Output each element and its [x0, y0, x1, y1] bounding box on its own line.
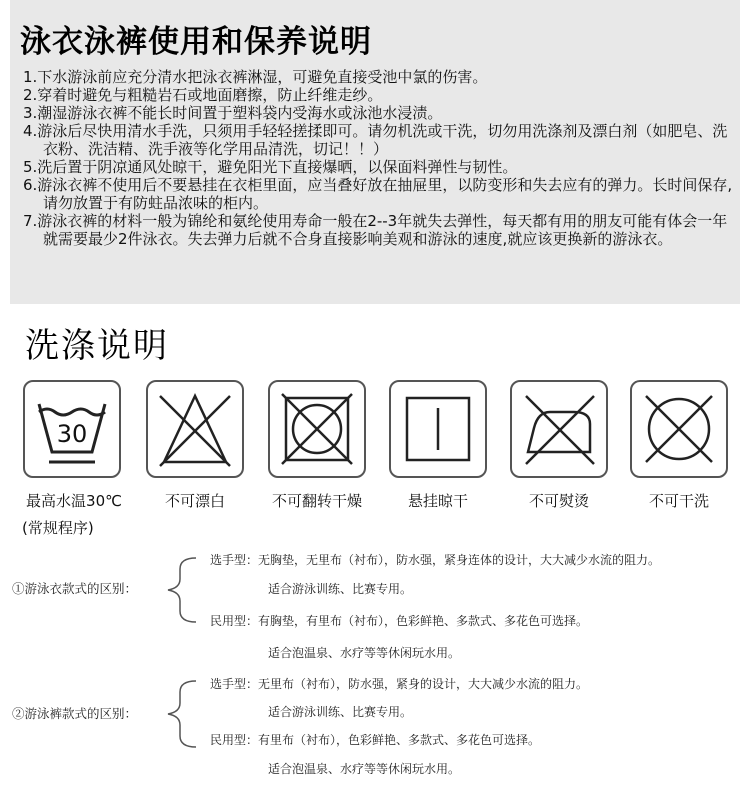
care-note: 4.游泳后尽快用清水手洗，只须用手轻轻搓揉即可。请勿机洗或干洗，切勿用洗涤剂及漂白剂（如肥皂、洗衣粉、洗洁精、洗手液等化学用品清洗，切记！！） [23, 122, 728, 158]
style-row [210, 612, 588, 629]
brace-icon [150, 678, 200, 750]
style-row [210, 675, 588, 692]
no-dry-clean-icon [630, 380, 728, 478]
style-row [268, 580, 412, 597]
style-type: 选手型： [210, 553, 259, 567]
no-bleach-icon [146, 380, 244, 478]
care-note: 7.游泳衣裤的材料一般为锦纶和氨纶使用寿命一般在2--3年就失去弹性，每天都有用的朋友可能有体会一年就需要最少2件泳衣。失去弹力后就不合身直接影响美观和游泳的速度,就应该更换新的游泳衣。 [23, 212, 728, 248]
style-row [268, 644, 460, 661]
style-type: 民用型： [210, 733, 259, 747]
no-tumble-dry-icon [268, 380, 366, 478]
style-type: 民用型： [210, 614, 259, 628]
style-desc: 适合游泳训练、比赛专用。 [268, 705, 413, 719]
style-row [268, 703, 412, 720]
wash-30-label: 最高水温30℃ [26, 492, 122, 510]
wash-30-icon [23, 380, 121, 478]
brace-icon [150, 555, 200, 625]
no-tumble-dry-label: 不可翻转干燥 [271, 492, 362, 510]
hang-dry-label: 悬挂晾干 [407, 492, 468, 510]
no-iron-label: 不可熨烫 [528, 492, 589, 510]
style-row [210, 551, 660, 568]
hang-dry-icon [389, 380, 487, 478]
care-note: 3.潮湿游泳衣裤不能长时间置于塑料袋内受海水或泳池水浸渍。 [23, 104, 443, 122]
style-desc: 适合泡温泉、水疗等等休闲玩水用。 [268, 762, 461, 776]
style-row [210, 731, 540, 748]
care-instructions-panel [10, 0, 740, 304]
care-note: 6.游泳衣裤不使用后不要悬挂在衣柜里面，应当叠好放在抽屉里，以防变形和失去应有的弹力。长时间保存,请勿放置于有防蛀品浓味的柜内。 [23, 176, 733, 212]
style-desc: 有胸垫，有里布（衬布），色彩鲜艳、多款式、多花色可选择。 [258, 614, 589, 628]
style-desc: 无胸垫，无里布（衬布），防水强，紧身连体的设计，大大减少水流的阻力。 [258, 553, 661, 567]
care-note: 5.洗后置于阴凉通风处晾干，避免阳光下直接爆晒，以保面料弹性与韧性。 [23, 158, 518, 176]
wash-program-note: (常规程序) [22, 519, 94, 537]
no-dry-clean-label: 不可干洗 [648, 492, 709, 510]
style-desc: 适合泡温泉、水疗等等休闲玩水用。 [268, 646, 461, 660]
no-bleach-label: 不可漂白 [164, 492, 225, 510]
style-desc: 有里布（衬布），色彩鲜艳、多款式、多花色可选择。 [258, 733, 541, 747]
swim-trunks-style-label: ②游泳裤款式的区别： [12, 706, 138, 721]
style-type: 选手型： [210, 677, 259, 691]
style-desc: 适合游泳训练、比赛专用。 [268, 582, 413, 596]
care-notes [23, 68, 735, 248]
style-desc: 无里布（衬布），防水强，紧身的设计，大大减少水流的阻力。 [258, 677, 589, 691]
care-title: 泳衣泳裤使用和保养说明 [20, 24, 372, 60]
care-note: 2.穿着时避免与粗糙岩石或地面磨擦，防止纤维走纱。 [23, 86, 383, 104]
swimsuit-style-label: ①游泳衣款式的区别： [12, 581, 138, 596]
wash-temp-text: 30 [56, 420, 88, 448]
care-note: 1.下水游泳前应充分清水把泳衣裤淋湿，可避免直接受池中氯的伤害。 [23, 68, 488, 86]
washing-title: 洗涤说明 [25, 326, 169, 366]
no-iron-icon [510, 380, 608, 478]
style-row [268, 760, 460, 777]
